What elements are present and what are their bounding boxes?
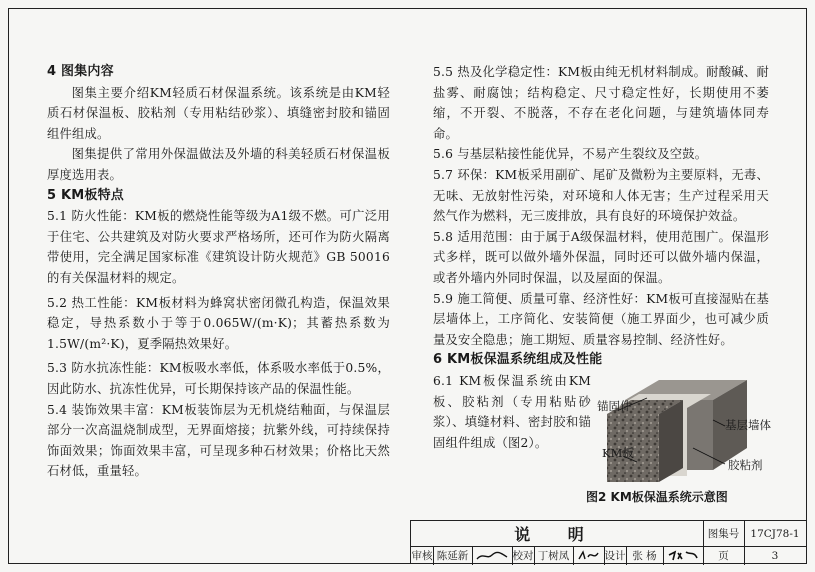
drawing-title: 说 明: [514, 525, 600, 544]
page-label: 页: [718, 550, 729, 562]
km-board-label: KM板: [602, 446, 634, 460]
section-4-paragraph-2: 图集提供了常用外保温做法及外墙的科美轻质石材保温板厚度选用表。: [47, 147, 390, 182]
item-5-5: 5.5 热及化学稳定性：KM板由纯无机材料制成。耐酸碱、耐盐雾、耐腐蚀；结构稳定、尺寸稳定性好，长期使用不萎缩，不开裂、不脱落，不存在老化问题，与建筑墙体同寿命。: [433, 65, 769, 141]
left-column: [47, 62, 390, 482]
item-5-3: 5.3 防水抗冻性能：KM板吸水率低，体系吸水率低于0.5%，因此防水、抗冻性优异，可长期保持该产品的保温性能。: [47, 361, 390, 396]
base-wall-label: 基层墙体: [725, 418, 771, 432]
design-label: 设计: [604, 550, 626, 562]
item-6-1: 6.1 KM板保温系统由KM板、胶粘剂（专用粘贴砂浆）、填缝材料、密封胶和锚固组件组成（图2）。: [433, 373, 591, 450]
atlas-number-label: 图集号: [707, 528, 740, 540]
design-signature: [663, 546, 703, 565]
item-5-1: 5.1 防火性能：KM板的燃烧性能等级为A1级不燃。可广泛用于住宅、公共建筑及对防火要求严格场所，还可作为防火隔离带使用，完全满足国家标准《建筑设计防火规范》GB 50016的有关保温材料的规定。: [47, 209, 390, 285]
item-5-9: 5.9 施工简便、质量可靠、经济性好：KM板可直接湿贴在基层墙体上，工序简化、安装简便（施工界面少，也可减少质量及安全隐患；施工期短、质量容易控制、经济性好。: [433, 291, 769, 347]
review-name: 陈延新: [436, 550, 469, 562]
review-signature: [472, 546, 512, 565]
section-6-heading: 6 KM板保温系统组成及性能: [433, 352, 603, 368]
page-number: 3: [771, 549, 779, 562]
title-block: [410, 520, 807, 564]
item-5-4: 5.4 装饰效果丰富：KM板装饰层为无机烧结釉面，与保温层部分一次高温烧制成型，无界面熔接；抗紫外线，可持续保持饰面效果；饰面效果丰富，可呈现多种石材效果；价格比天然石材低，重量轻。: [47, 402, 390, 479]
section-4-paragraph-1: 图集主要介绍KM轻质石材保温系统。该系统是由KM轻质石材保温板、胶粘剂（专用粘结砂浆）、填缝密封胶和锚固组件组成。: [47, 85, 390, 141]
design-name: 张 杨: [632, 550, 657, 562]
check-name: 丁树凤: [537, 550, 570, 562]
anchor-label: 锚固件: [597, 399, 632, 413]
atlas-number: 17CJ78-1: [750, 527, 800, 540]
section-4-heading: 4 图集内容: [47, 64, 114, 79]
adhesive-label: 胶粘剂: [728, 458, 763, 472]
item-5-8: 5.8 适用范围：由于属于A级保温材料，使用范围广。保温形式多样，既可以做外墙外保温，同时还可以做外墙内保温，或者外墙内外同时保温，以及屋面的保温。: [433, 229, 769, 285]
section-5-heading: 5 KM板特点: [47, 187, 124, 203]
check-signature: [573, 546, 604, 565]
review-label: 审核: [411, 550, 433, 562]
check-label: 校对: [512, 550, 534, 562]
item-5-6: 5.6 与基层粘接性能优异，不易产生裂纹及空鼓。: [433, 147, 708, 162]
item-5-7: 5.7 环保：KM板采用副矿、尾矿及微粉为主要原料，无毒、无味、无放射性污染，对环境和人体无害；生产过程采用天然气作为燃料，无三废排放，具有良好的环境保护效益。: [433, 167, 769, 224]
item-5-2: 5.2 热工性能：KM板材料为蜂窝状密闭微孔构造，保温效果稳定，导热系数小于等于0.065W/(m·K)；其蓄热系数为1.5W/(m²·K)，夏季隔热效果好。: [47, 295, 390, 351]
figure-caption: 图2 KM板保温系统示意图: [586, 490, 728, 504]
